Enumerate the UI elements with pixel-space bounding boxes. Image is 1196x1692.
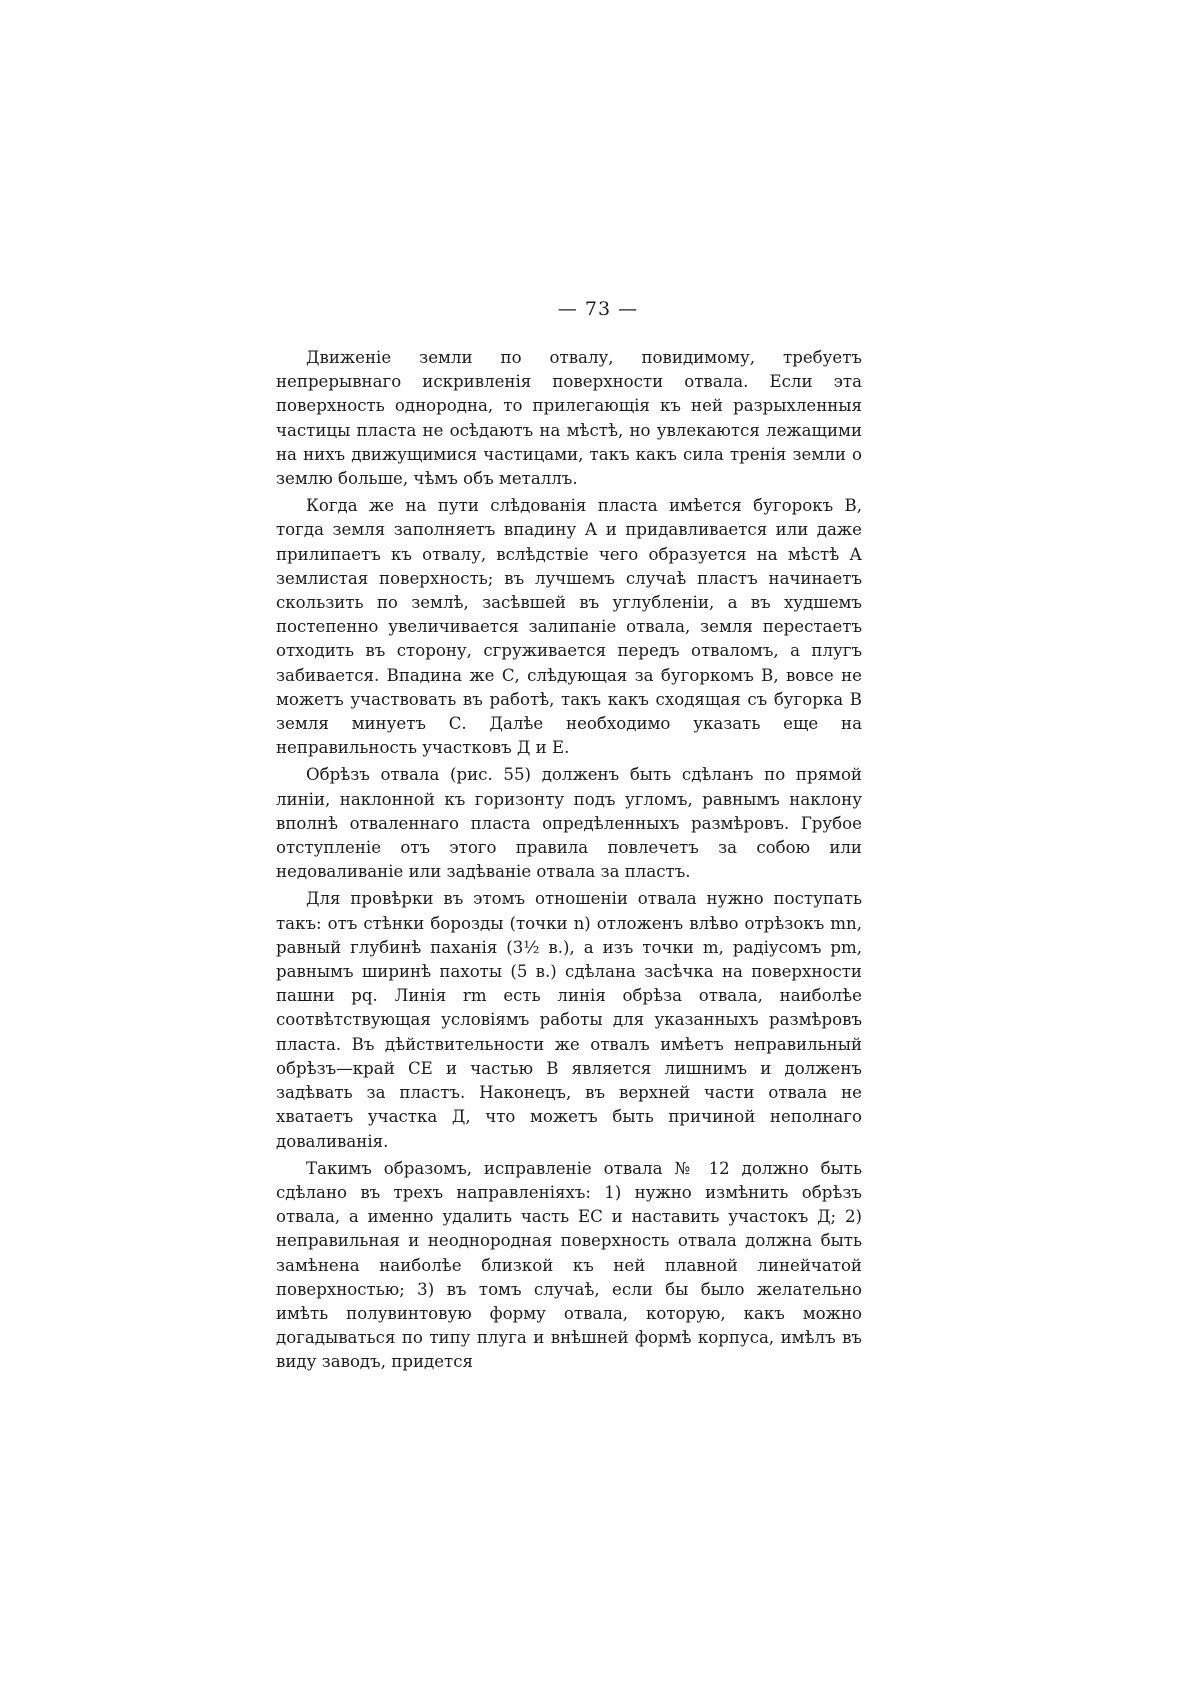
page-number: — 73 — xyxy=(557,298,639,320)
body-text xyxy=(276,346,862,1375)
paragraph-1: Движеніе земли по отвалу, повидимому, требуетъ непрерывнаго искривленія поверхности отвала. Если эта поверхность однородна, то прилегающія къ ней разрыхленныя частицы пласта не осѣдаютъ на мѣстѣ, но увлекаются лежащими на нихъ движущимися частицами, такъ какъ сила тренія земли о землю больше, чѣмъ объ металлъ. xyxy=(276,348,862,489)
paragraph-4: Для провѣрки въ этомъ отношеніи отвала нужно поступать такъ: отъ стѣнки борозды (точки n) отложенъ влѣво отрѣзокъ mn, равный глубинѣ паханія (3½ в.), а изъ точки m, радіусомъ pm, равнымъ ширинѣ пахоты (5 в.) сдѣлана засѣчка на поверхности пашни pq. Линія rm есть линія обрѣза отвала, наиболѣе соотвѣтствующая условіямъ работы для указанныхъ размѣровъ пласта. Въ дѣйствительности же отвалъ имѣетъ неправильный обрѣзъ—край СЕ и частью В является лишнимъ и долженъ задѣвать за пластъ. Наконецъ, въ верхней части отвала не хватаетъ участка Д, что можетъ быть причиной неполнаго доваливанія. xyxy=(276,889,862,1151)
paragraph-2: Когда же на пути слѣдованія пласта имѣется бугорокъ В, тогда земля заполняетъ впадину А и придавливается или даже прилипаетъ къ отвалу, вслѣдствіе чего образуется на мѣстѣ А землистая поверхность; въ лучшемъ случаѣ пластъ начинаетъ скользить по землѣ, засѣвшей въ углубленіи, а въ худшемъ постепенно увеличивается залипаніе отвала, земля перестаетъ отходить въ сторону, сгруживается передъ отваломъ, а плугъ забивается. Впадина же С, слѣдующая за бугоркомъ В, вовсе не можетъ участвовать въ работѣ, такъ какъ сходящая съ бугорка В земля минуетъ С. Далѣе необходимо указать еще на неправильность участковъ Д и Е. xyxy=(276,496,862,758)
paragraph-5: Такимъ образомъ, исправленіе отвала № 12 должно быть сдѣлано въ трехъ направленіяхъ: 1) нужно измѣнить обрѣзъ отвала, а именно удалить часть ЕС и наставить участокъ Д; 2) неправильная и неоднородная поверхность отвала должна быть замѣнена наиболѣе близкой къ ней плавной линейчатой поверхностью; 3) въ томъ случаѣ, если бы было желательно имѣть полувинтовую форму отвала, которую, какъ можно догадываться по типу плуга и внѣшней формѣ корпуса, имѣлъ въ виду заводъ, придется xyxy=(276,1158,862,1372)
paragraph-3: Обрѣзъ отвала (рис. 55) долженъ быть сдѣланъ по прямой линіи, наклонной къ горизонту подъ угломъ, равнымъ наклону вполнѣ отваленнаго пласта опредѣленныхъ размѣровъ. Грубое отступленіе отъ этого правила повлечетъ за собою или недоваливаніе или задѣваніе отвала за пластъ. xyxy=(276,765,862,882)
